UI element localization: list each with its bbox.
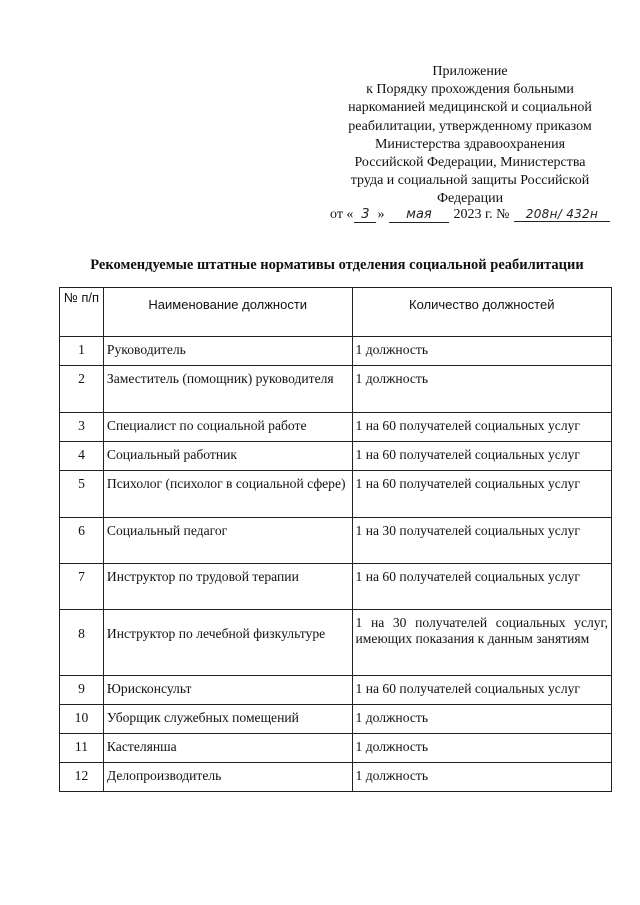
header-position: Наименование должности xyxy=(103,288,352,337)
row-position: Специалист по социальной работе xyxy=(103,413,352,442)
row-position: Делопроизводитель xyxy=(103,763,352,792)
table-row xyxy=(60,705,612,734)
row-position: Заместитель (помощник) руководителя xyxy=(103,366,352,413)
row-position: Руководитель xyxy=(103,337,352,366)
order-year-text: 2023 г. № xyxy=(453,207,510,222)
row-number: 7 xyxy=(60,564,104,610)
row-number: 5 xyxy=(60,471,104,518)
table-row xyxy=(60,518,612,564)
row-position: Уборщик служебных помещений xyxy=(103,705,352,734)
order-date-number xyxy=(330,206,611,224)
order-quote-close: » xyxy=(377,207,385,222)
row-position: Юрисконсульт xyxy=(103,676,352,705)
row-count: 1 на 30 получателей социальных услуг xyxy=(352,518,611,564)
row-number: 9 xyxy=(60,676,104,705)
row-position: Социальный педагог xyxy=(103,518,352,564)
table-row xyxy=(60,366,612,413)
table-row xyxy=(60,413,612,442)
row-count: 1 должность xyxy=(352,366,611,413)
row-position: Инструктор по лечебной физкультуре xyxy=(103,610,352,676)
appendix-line: Министерства здравоохранения xyxy=(374,136,566,152)
row-count: 1 на 60 получателей социальных услуг xyxy=(352,413,611,442)
table-header-row xyxy=(60,288,612,337)
row-number: 6 xyxy=(60,518,104,564)
table-row xyxy=(60,442,612,471)
appendix-line: Приложение xyxy=(432,64,508,79)
row-position: Психолог (психолог в социальной сфере) xyxy=(103,471,352,518)
row-count: 1 на 30 получателей социальных услуг, имеющих показания к данным занятиям xyxy=(352,610,611,676)
row-number: 2 xyxy=(60,366,104,413)
row-position: Социальный работник xyxy=(103,442,352,471)
appendix-line: к Порядку прохождения больными xyxy=(366,82,574,98)
header-count: Количество должностей xyxy=(352,288,611,337)
row-count: 1 должность xyxy=(352,763,611,792)
table-row xyxy=(60,610,612,676)
table-row xyxy=(60,471,612,518)
row-count: 1 на 60 получателей социальных услуг xyxy=(352,564,611,610)
row-count: 1 на 60 получателей социальных услуг xyxy=(352,442,611,471)
row-number: 1 xyxy=(60,337,104,366)
row-number: 10 xyxy=(60,705,104,734)
row-position: Инструктор по трудовой терапии xyxy=(103,564,352,610)
page-title: Рекомендуемые штатные нормативы отделения социальной реабилитации xyxy=(90,257,584,273)
appendix-header xyxy=(318,63,622,209)
row-position: Кастелянша xyxy=(103,734,352,763)
appendix-line: Российской Федерации, Министерства xyxy=(354,155,586,171)
table-row xyxy=(60,734,612,763)
row-count: 1 на 60 получателей социальных услуг xyxy=(352,471,611,518)
row-count: 1 должность xyxy=(352,337,611,366)
table-row xyxy=(60,676,612,705)
row-number: 12 xyxy=(60,763,104,792)
order-day: 3 xyxy=(354,208,376,223)
staffing-table xyxy=(59,287,612,792)
appendix-line: труда и социальной защиты Российской xyxy=(350,173,590,189)
header-number: № п/п xyxy=(60,288,104,337)
row-count: 1 на 60 получателей социальных услуг xyxy=(352,676,611,705)
row-count: 1 должность xyxy=(352,705,611,734)
row-count: 1 должность xyxy=(352,734,611,763)
order-number: 208н/ 432н xyxy=(514,207,610,222)
appendix-line: Федерации xyxy=(436,191,504,207)
table-row xyxy=(60,763,612,792)
order-month: мая xyxy=(389,208,449,223)
row-number: 3 xyxy=(60,413,104,442)
appendix-line: реабилитации, утвержденному приказом xyxy=(348,118,592,134)
table-row xyxy=(60,337,612,366)
order-prefix: от « xyxy=(330,207,354,222)
row-number: 8 xyxy=(60,610,104,676)
table-row xyxy=(60,564,612,610)
row-number: 11 xyxy=(60,734,104,763)
appendix-line: наркоманией медицинской и социальной xyxy=(348,100,592,116)
row-number: 4 xyxy=(60,442,104,471)
